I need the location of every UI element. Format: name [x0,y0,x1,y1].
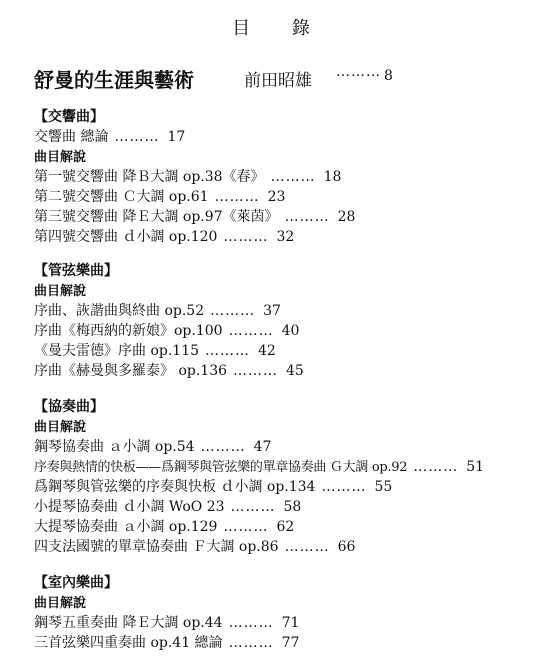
toc-entry [34,477,554,497]
page-number: 66 [337,539,356,555]
entry-title: 小提琴協奏曲 ｄ小調 WoO 23 [34,499,225,515]
section-orchestral [34,262,554,381]
leader-dots: ……… [223,519,269,535]
entry-title: 第一號交響曲 降Ｂ大調 op.38《春》 [34,169,265,185]
essay-title: 舒曼的生涯與藝術 [34,68,194,92]
page-title: 目 錄 [232,18,328,39]
entry-title: 第二號交響曲 Ｃ大調 op.61 [34,189,209,205]
subheading [34,147,554,167]
leader-dots: ……… [205,343,251,359]
subheading-label: 曲目解說 [34,596,87,611]
toc-entry [34,301,554,321]
leader-dots: ……… [413,459,459,475]
subheading-label: 曲目解說 [34,284,87,299]
leader-dots: ……… [284,539,330,555]
toc-entry [34,187,554,207]
entry-title: 交響曲 總論 [34,129,109,145]
subheading-label: 曲目解說 [34,150,87,165]
essay-entry [34,64,534,90]
toc-entry [34,167,554,187]
section-heading: 【管弦樂曲】 [34,263,118,279]
entry-title: 《曼夫雷德》序曲 op.115 [34,343,200,359]
leader-dots: ……… [200,439,246,455]
leader-dots: ……… [114,129,160,145]
page-number: 47 [253,439,272,455]
subheading [34,593,554,613]
subheading [34,281,554,301]
page-number: 32 [276,229,295,245]
section-concerto [34,398,554,557]
page-number: 77 [281,635,300,651]
leader-dots: ……… [228,323,274,339]
page-number: 51 [466,459,485,475]
page-number: 40 [281,323,300,339]
essay-author: 前田昭雄 [244,71,312,91]
leader-dots: ……… [336,64,381,80]
toc-entry [34,613,554,633]
entry-title: 鋼琴五重奏曲 降Ｅ大調 op.44 [34,615,223,631]
toc-entry [34,207,554,227]
page-number: 55 [374,479,393,495]
page-number: 37 [263,303,281,319]
entry-title: 序曲《梅西納的新娘》op.100 [34,323,223,339]
toc-entry [34,227,554,247]
entry-title: 第四號交響曲 ｄ小調 op.120 [34,229,218,245]
toc-entry [34,437,554,457]
subheading-label: 曲目解說 [34,420,87,435]
section-heading: 【室內樂曲】 [34,575,118,591]
section-heading: 【交響曲】 [34,109,104,125]
entry-title: 大提琴協奏曲 ａ小調 op.129 [34,519,218,535]
entry-title: 序奏與熱情的快板——爲鋼琴與管弦樂的單章協奏曲 Ｇ大調 op.92 [34,460,408,475]
leader-dots: ……… [228,635,274,651]
leader-dots: ……… [321,479,367,495]
leader-dots: ……… [233,363,279,379]
leader-dots: ……… [210,303,256,319]
leader-dots: ……… [228,615,274,631]
entry-title: 爲鋼琴與管弦樂的序奏與快板 ｄ小調 op.134 [34,479,316,495]
page-number: 58 [283,499,302,515]
page-number: 17 [167,129,186,145]
page-number: 23 [267,189,286,205]
toc-entry [34,633,554,653]
toc-entry [34,517,554,537]
page-number: 45 [286,363,304,379]
leader-dots: ……… [284,209,330,225]
toc-entry [34,341,554,361]
subheading [34,417,554,437]
toc-entry [34,321,554,341]
leader-dots: ……… [223,229,269,245]
leader-dots: ……… [214,189,260,205]
entry-title: 序曲《赫曼與多羅泰》 op.136 [34,363,228,379]
entry-title: 鋼琴協奏曲 ａ小調 op.54 [34,439,195,455]
toc-entry [34,457,554,477]
page-number: 8 [384,68,393,84]
toc-entry [34,537,554,557]
section-chamber [34,574,554,653]
toc-entry [34,497,554,517]
entry-title: 四支法國號的單章協奏曲 Ｆ大調 op.86 [34,539,279,555]
page-number: 28 [337,209,356,225]
entry-title: 序曲、詼諧曲與終曲 op.52 [34,303,205,319]
entry-title: 第三號交響曲 降Ｅ大調 op.97《萊茵》 [34,209,279,225]
toc-entry [34,361,554,381]
entry-title: 三首弦樂四重奏曲 op.41 總論 [34,635,223,651]
section-heading: 【協奏曲】 [34,399,104,415]
section-symphony [34,108,554,247]
page-number: 71 [281,615,300,631]
page-number: 42 [258,343,276,359]
leader-dots: ……… [230,499,276,515]
page-number: 62 [276,519,295,535]
leader-dots: ……… [270,169,316,185]
toc-entry [34,127,554,147]
page-number: 18 [323,169,342,185]
